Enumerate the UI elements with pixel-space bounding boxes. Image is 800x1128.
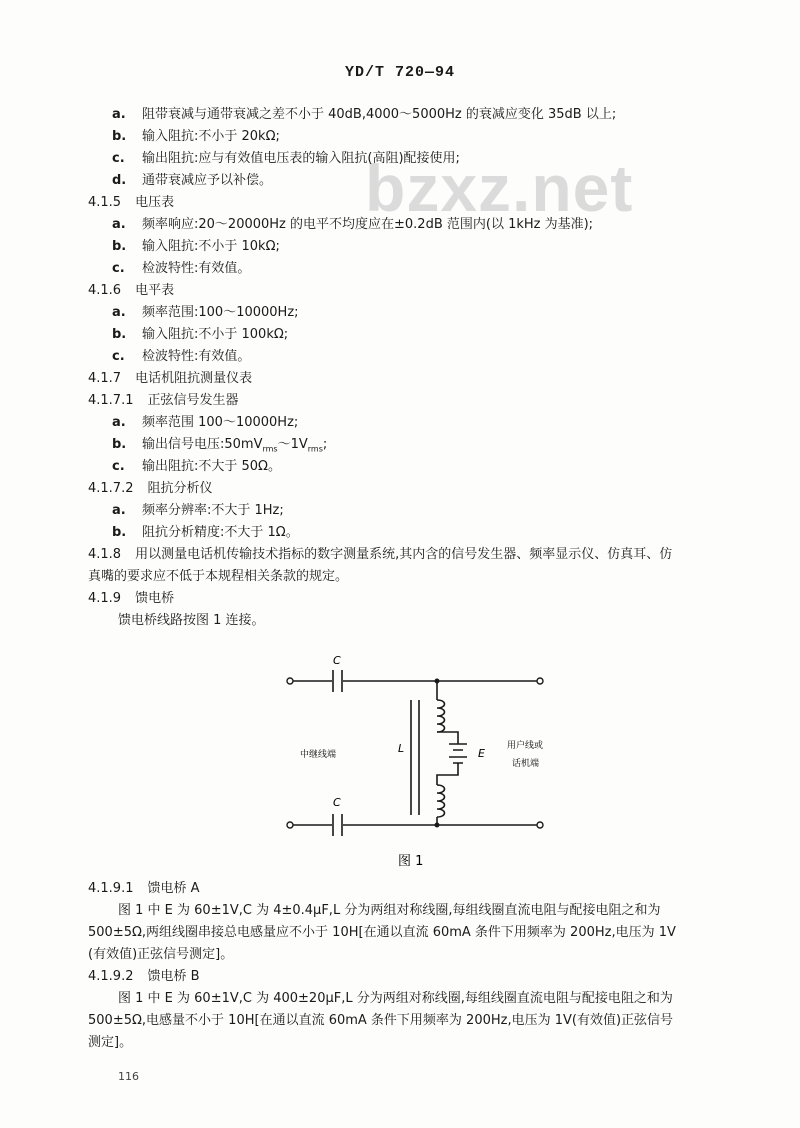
coil-lower (437, 785, 445, 817)
line-text: 500±5Ω,电感量不小于 10H[在通以直流 60mA 条件下用频率为 200Hz,电压为 1V(有效值)正弦信号 (88, 1013, 674, 1028)
text-line (88, 282, 174, 300)
text-line (118, 612, 265, 630)
text-line (112, 260, 250, 278)
section-number: 4.1.6 (88, 283, 122, 298)
text-line (112, 238, 280, 256)
line-text: 馈电桥 B (147, 969, 200, 984)
text-line (88, 392, 239, 410)
line-text: ～1V (277, 437, 308, 452)
text-line (88, 880, 200, 898)
section-number: 4.1.8 (88, 547, 122, 562)
section-number: 4.1.9.1 (88, 881, 134, 896)
list-marker: b. (112, 327, 127, 342)
figure-caption: 图 1 (398, 854, 424, 869)
subscript: rms (262, 444, 278, 454)
terminal-bottom-right (537, 822, 543, 828)
text-line (112, 216, 593, 234)
list-marker: c. (112, 349, 125, 364)
line-text: 真嘴的要求应不低于本规程相关条款的规定。 (88, 569, 349, 584)
line-text: 频率范围 100～10000Hz; (142, 415, 299, 430)
section-number: 4.1.5 (88, 195, 122, 210)
coil-upper (437, 700, 445, 732)
line-text: 测定]。 (88, 1035, 133, 1050)
list-marker: c. (112, 459, 125, 474)
line-text: 阻抗分析仪 (147, 481, 213, 496)
section-number: 4.1.7 (88, 371, 122, 386)
battery (449, 744, 467, 763)
text-line (88, 590, 174, 608)
list-marker: a. (112, 107, 126, 122)
node-bottom (435, 823, 440, 828)
list-marker: b. (112, 239, 127, 254)
line-text: 输出阻抗:不大于 50Ω。 (142, 459, 281, 474)
text-line (112, 524, 299, 542)
line-text: (有效值)正弦信号测定]。 (88, 947, 234, 962)
line-text: 通带衰减应予以补偿。 (142, 173, 273, 188)
text-line (112, 436, 327, 459)
line-text: 馈电桥 (135, 591, 175, 606)
label-e: E (478, 747, 485, 760)
list-marker: a. (112, 217, 126, 232)
list-marker: a. (112, 503, 126, 518)
line-text: 检波特性:有效值。 (142, 349, 251, 364)
line-text: 电话机阻抗测量仪表 (135, 371, 253, 386)
line-text: 馈电桥 A (147, 881, 200, 896)
list-marker: b. (112, 437, 127, 452)
text-line (88, 546, 672, 564)
line-text: 输入阻抗:不小于 10kΩ; (142, 239, 280, 254)
label-c-bottom: C (333, 796, 341, 809)
line-text: 图 1 中 E 为 60±1V,C 为 400±20μF,L 分为两组对称线圈,每组线圈直流电阻与配接电阻之和为 (118, 991, 673, 1006)
line-text: 输出信号电压:50mV (142, 437, 263, 452)
line-text: 正弦信号发生器 (147, 393, 239, 408)
text-line (88, 924, 676, 942)
text-line (88, 1034, 132, 1052)
document-header: YD/T 720—94 (344, 64, 456, 81)
text-line (112, 150, 460, 168)
text-line (88, 370, 252, 388)
text-line (112, 348, 250, 366)
list-marker: b. (112, 525, 127, 540)
label-l: L (398, 742, 405, 755)
page-number: 116 (118, 1070, 139, 1083)
line-text: 频率范围:100～10000Hz; (142, 305, 299, 320)
transformer-core (411, 700, 419, 815)
text-line (88, 946, 233, 964)
line-text: 用以测量电话机传输技术指标的数字测量系统,其内含的信号发生器、频率显示仪、仿真耳、仿 (135, 547, 673, 562)
line-text: 500±5Ω,两组线圈串接总电感量应不小于 10H[在通以直流 60mA 条件下用频率为 200Hz,电压为 1V (88, 925, 676, 940)
text-line (118, 990, 673, 1008)
text-line (88, 480, 213, 498)
list-marker: a. (112, 415, 126, 430)
text-line (118, 902, 660, 920)
text-line (88, 194, 174, 212)
node-top (435, 679, 440, 684)
text-line (112, 502, 284, 520)
capacitor-top (333, 670, 342, 692)
text-line (112, 458, 281, 476)
line-text: 电压表 (135, 195, 175, 210)
section-number: 4.1.7.2 (88, 481, 134, 496)
list-marker: c. (112, 151, 125, 166)
section-number: 4.1.9.2 (88, 969, 134, 984)
text-line (112, 304, 299, 322)
label-user-1: 用户线或 (507, 741, 544, 751)
line-text: ; (322, 437, 328, 452)
line-text: 频率分辨率:不大于 1Hz; (142, 503, 284, 518)
text-line (88, 1012, 673, 1030)
text-line (112, 172, 272, 190)
line-text: 频率响应:20～20000Hz 的电平不均度应在±0.2dB 范围内(以 1kHz 为基准); (142, 217, 594, 232)
capacitor-bottom (333, 814, 342, 836)
text-line (112, 106, 616, 124)
line-text: 阻带衰减与通带衰减之差不小于 40dB,4000～5000Hz 的衰减应变化 35dB 以上; (142, 107, 617, 122)
line-text: 馈电桥线路按图 1 连接。 (118, 613, 265, 628)
line-text: 阻抗分析精度:不大于 1Ω。 (142, 525, 299, 540)
terminal-top-right (537, 678, 543, 684)
list-marker: c. (112, 261, 125, 276)
line-text: 输入阻抗:不小于 100kΩ; (142, 327, 289, 342)
section-number: 4.1.7.1 (88, 393, 134, 408)
line-text: 检波特性:有效值。 (142, 261, 251, 276)
terminal-bottom-left (287, 822, 293, 828)
text-line (88, 968, 200, 986)
watermark: bzxz.net (365, 151, 634, 225)
wire-to-battery (437, 732, 458, 744)
line-text: 图 1 中 E 为 60±1V,C 为 4±0.4μF,L 分为两组对称线圈,每组线圈直流电阻与配接电阻之和为 (118, 903, 661, 918)
label-c-top: C (333, 654, 341, 667)
section-number: 4.1.9 (88, 591, 122, 606)
terminal-top-left (287, 678, 293, 684)
line-text: 输出阻抗:应与有效值电压表的输入阻抗(高阻)配接使用; (142, 151, 460, 166)
label-user-2: 话机端 (512, 759, 540, 769)
text-line (112, 414, 298, 432)
list-marker: d. (112, 173, 127, 188)
wire-from-battery (437, 763, 458, 785)
list-marker: a. (112, 305, 126, 320)
text-line (112, 326, 288, 344)
label-trunk: 中继线端 (300, 750, 337, 760)
line-text: 电平表 (135, 283, 175, 298)
line-text: 输入阻抗:不小于 20kΩ; (142, 129, 280, 144)
subscript: rms (307, 444, 323, 454)
list-marker: b. (112, 129, 127, 144)
text-line (88, 568, 348, 586)
text-line (112, 128, 280, 146)
